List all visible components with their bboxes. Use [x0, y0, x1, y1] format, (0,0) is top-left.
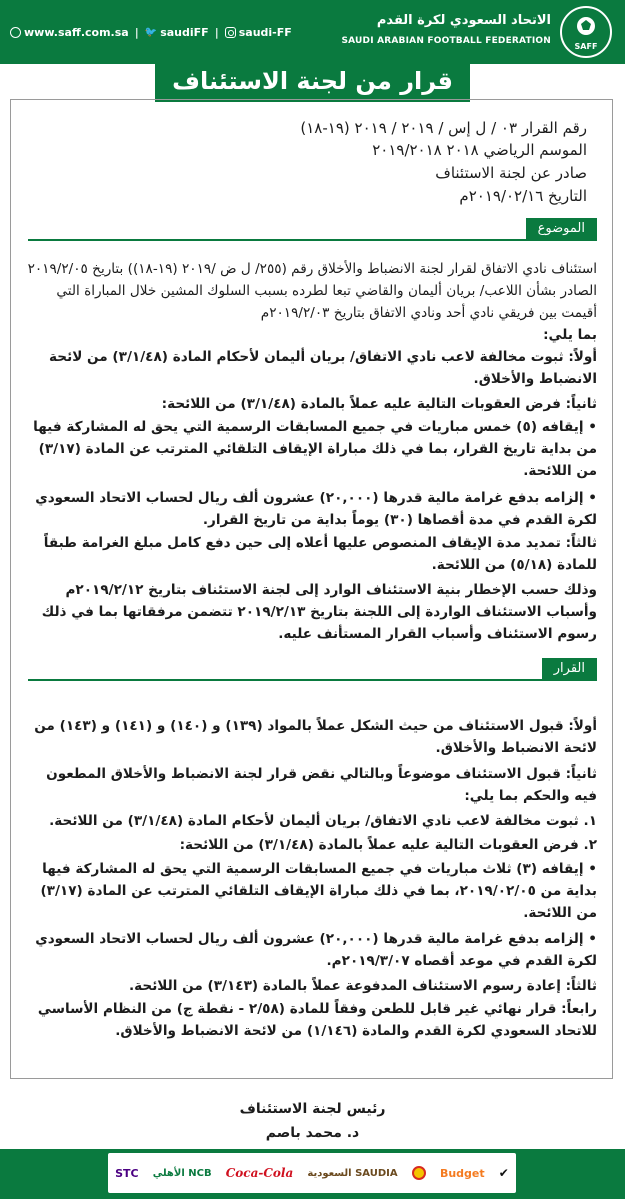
social-links: [10, 0, 292, 64]
decision-number: رقم القرار ٠٣ / ل إس / ٢٠١٩ / ٢٠١٩ (١٩-١٨): [300, 119, 587, 137]
separator: |: [214, 25, 219, 39]
section-label-decision: القرار: [542, 658, 597, 680]
separator: |: [134, 25, 139, 39]
issued-by: صادر عن لجنة الاستئناف: [435, 164, 587, 182]
subject-item-first: أولاً: ثبوت مخالفة لاعب نادي الاتفاق/ بريان أليمان لأحكام المادة (٣/١/٤٨) من لائحة الانضباط والأخلاق.: [49, 349, 597, 387]
subject-item-third: ثالثاً: تمديد مدة الإيقاف المنصوص عليها أعلاه إلى حين دفع كامل مبلغ الغرامة طبقاً للمادة (٥/١٨) من اللائحة.: [43, 535, 597, 573]
subject-paragraph: استئناف نادي الاتفاق لقرار لجنة الانضباط والأخلاق رقم (٢٥٥/ ل ض /٢٠١٩ (١٩-١٨)) بتاريخ ٢٠١٩/٢/٠٥ الصادر بشأن اللاعب/ بريان أليمان والقاضي تبعا لطرده بسبب السلوك المشين خلال المباراة التي أقيمت بين فريقي نادي أحد ونادي الاتفاق بتاريخ ٢٠١٩/٢/٠٣م: [27, 261, 597, 321]
decision-date: التاريخ ٢٠١٩/٠٢/١٦م: [459, 187, 587, 205]
sponsor-budget: Budget: [439, 1166, 485, 1180]
decision-item-second: ثانياً: قبول الاستئناف موضوعاً وبالتالي نقض قرار لجنة الانضباط والأخلاق المطعون فيه والحكم بما يلي:: [46, 766, 597, 804]
subject-closing: وذلك حسب الإخطار بنية الاستئناف الوارد إلى لجنة الاستئناف بتاريخ ٢٠١٩/٢/١٢م وأسباب الاستئناف الواردة إلى اللجنة بتاريخ ٢٠١٩/٢/١٣ تتضمن مرفقاتها بما في ذلك رسوم الاستئناف وأسباب القرار المستأنف عليه.: [41, 582, 597, 642]
sponsor-saudia: السعودية SAUDIA: [307, 1167, 398, 1179]
globe-icon: [10, 27, 21, 38]
sponsor-stc: STC: [115, 1166, 139, 1180]
sponsor-strip: [108, 1153, 516, 1193]
twitter-link[interactable]: 🐦 saudiFF: [144, 25, 209, 39]
website-link[interactable]: www.saff.com.sa: [10, 26, 129, 39]
decision-item-fourth: رابعاً: قرار نهائي غير قابل للطعن وفقاً للمادة (٢/٥٨ - نقطة ج) من النظام الأساسي للاتحاد السعودي لكرة القدم والمادة (١/١٤٦) من لائحة الانضباط والأخلاق.: [37, 1001, 597, 1039]
section-label-subject: الموضوع: [526, 218, 597, 240]
subject-item-second: ثانياً: فرض العقوبات التالية عليه عملاً بالمادة (٣/١/٤٨) من اللائحة:: [161, 396, 597, 412]
decision-item-first: أولاً: قبول الاستئناف من حيث الشكل عملاً بالمواد (١٣٩) و (١٤٠) و (١٤١) و (١٤٣) من لائحة الانضباط والأخلاق.: [34, 718, 597, 756]
subject-bullet-suspension: • إيقافه (٥) خمس مباريات في جميع المسابقات الرسمية التي يحق له المشاركة فيها من بداية تاريخ القرار، بما في ذلك مباراة الإيقاف التلقائي المترتب عن المادة (٣/١٧) من اللائحة.: [33, 419, 597, 479]
subject-ruling-intro: بما يلي:: [543, 327, 597, 343]
instagram-link[interactable]: saudi-FF: [225, 26, 292, 39]
decision-bullet-fine: • إلزامه بدفع غرامة مالية قدرها (٢٠,٠٠٠) عشرون ألف ريال لحساب الاتحاد السعودي لكرة القدم في موعد أقصاه ٢٠١٩/٣/٠٧م.: [35, 931, 597, 969]
decision-subitem-2: ٢. فرض العقوبات التالية عليه عملاً بالمادة (٣/١/٤٨) من اللائحة:: [179, 837, 597, 853]
section-divider: [28, 239, 597, 241]
saff-logo-icon: [559, 5, 613, 59]
subject-bullet-fine: • إلزامه بدفع غرامة مالية قدرها (٢٠,٠٠٠) عشرون ألف ريال لحساب الاتحاد السعودي لكرة القدم في مدة أقصاها (٣٠) يوماً بداية من تاريخ القرار.: [35, 490, 597, 528]
shell-icon: [412, 1166, 426, 1180]
federation-branding: [341, 2, 617, 62]
sponsor-ncb: الأهلي NCB: [152, 1167, 212, 1179]
federation-name-en: SAUDI ARABIAN FOOTBALL FEDERATION: [341, 36, 551, 46]
header-bar: [0, 0, 625, 64]
instagram-icon: [225, 27, 236, 38]
signature-title: رئيس لجنة الاستئناف: [239, 1101, 386, 1117]
signature-name: د. محمد باصم: [265, 1125, 360, 1141]
decision-bullet-suspension: • إيقافه (٣) ثلاث مباريات في جميع المسابقات الرسمية التي يحق له المشاركة فيها بداية من ٢٠١٩/٠٢/٠٥، بما في ذلك مباراة الإيقاف التلقائي المترتب عن المادة (٣/١٧) من اللائحة.: [40, 861, 597, 921]
sponsor-coca-cola: Coca-Cola: [225, 1166, 294, 1180]
twitter-icon: 🐦: [144, 26, 158, 38]
season: الموسم الرياضي ٢٠١٨ ٢٠١٩/٢٠١٨: [372, 141, 587, 159]
decision-item-third: ثالثاً: إعادة رسوم الاستئناف المدفوعة عملاً بالمادة (٣/١٤٣) من اللائحة.: [129, 978, 597, 994]
federation-name-ar: الاتحاد السعودي لكرة القدم: [376, 13, 551, 28]
section-divider: [28, 679, 597, 681]
decision-subitem-1: ١. ثبوت مخالفة لاعب نادي الاتفاق/ بريان أليمان لأحكام المادة (٣/١/٤٨) من اللائحة.: [49, 813, 597, 829]
nike-swoosh-icon: ✔: [498, 1166, 509, 1180]
logo-text: SAFF: [574, 42, 598, 51]
page-title: قرار من لجنة الاستئناف: [155, 62, 470, 102]
